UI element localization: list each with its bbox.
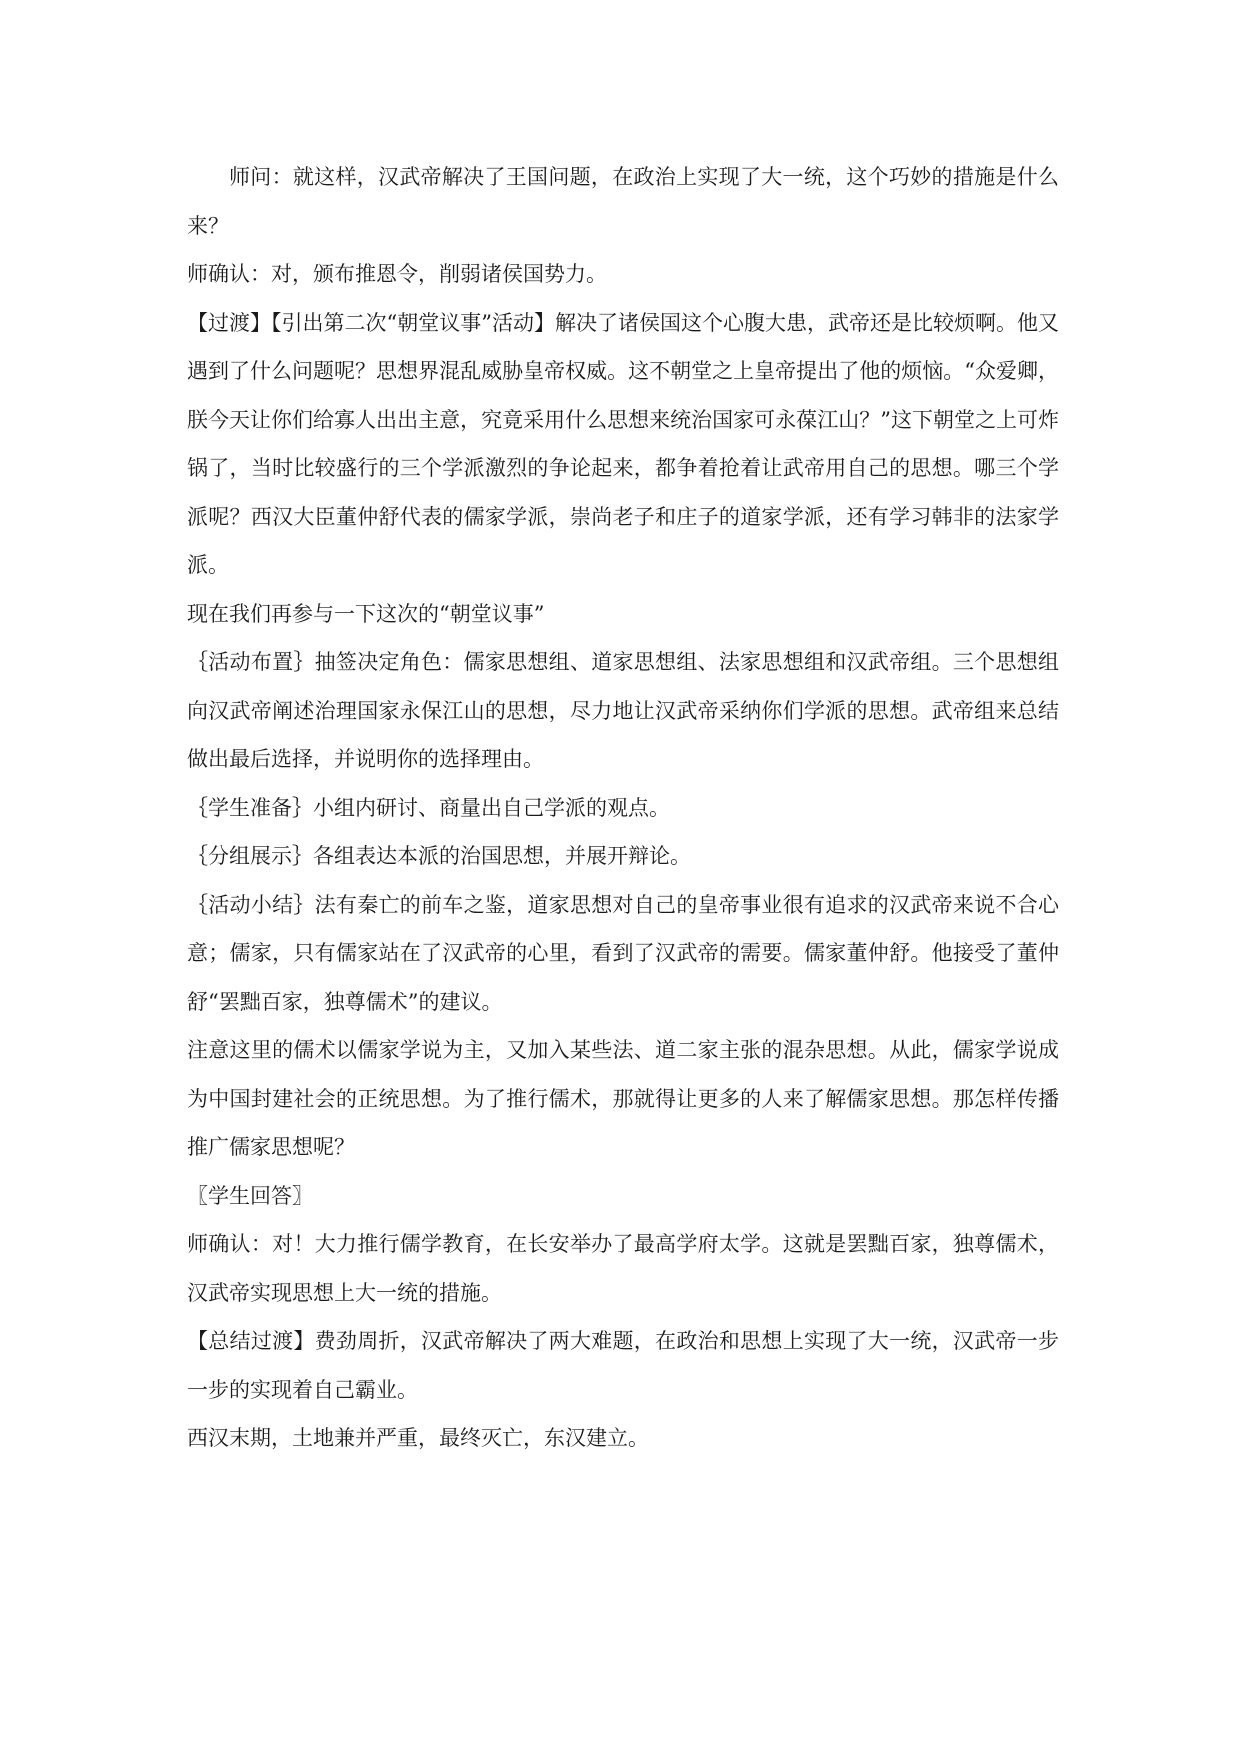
paragraph-student-answer: 〖学生回答〗 — [187, 1183, 313, 1208]
document-body — [187, 153, 1059, 1463]
paragraph-teacher-confirm-1: 师确认：对，颁布推恩令，削弱诸侯国势力。 — [187, 262, 607, 286]
paragraph-western-han-end: 西汉末期，土地兼并严重，最终灭亡，东汉建立。 — [187, 1426, 649, 1450]
paragraph-note-confucianism: 注意这里的儒术以儒家学说为主，又加入某些法、道二家主张的混杂思想。从此，儒家学说成为中国封建社会的正统思想。为了推行儒术，那就得让更多的人来了解儒家思想。那怎样传播推广儒家思想呢？ — [187, 1038, 1059, 1159]
paragraph-summary-transition: 【总结过渡】费劲周折，汉武帝解决了两大难题，在政治和思想上实现了大一统，汉武帝一步一步的实现着自己霸业。 — [187, 1329, 1059, 1402]
paragraph-group-show: ｛分组展示｝各组表达本派的治国思想，并展开辩论。 — [187, 844, 691, 868]
paragraph-teacher-confirm-2: 师确认：对！大力推行儒学教育，在长安举办了最高学府太学。这就是罢黜百家，独尊儒术，汉武帝实现思想上大一统的措施。 — [187, 1232, 1059, 1305]
paragraph-teacher-question: 师问：就这样，汉武帝解决了王国问题，在政治上实现了大一统，这个巧妙的措施是什么来？ — [187, 165, 1059, 238]
paragraph-activity-summary: ｛活动小结｝法有秦亡的前车之鉴，道家思想对自己的皇帝事业很有追求的汉武帝来说不合心意；儒家，只有儒家站在了汉武帝的心里，看到了汉武帝的需要。儒家董仲舒。他接受了董仲舒“罢黜百家，独尊儒术”的建议。 — [187, 892, 1059, 1014]
paragraph-transition: 【过渡】【引出第二次“朝堂议事”活动】解决了诸侯国这个心腹大患，武帝还是比较烦啊。他又遇到了什么问题呢？思想界混乱威胁皇帝权威。这不朝堂之上皇帝提出了他的烦恼。“众爱卿，朕今天让你们给寡人出出主意，究竟采用什么思想来统治国家可永葆江山？”这下朝堂之上可炸锅了，当时比较盛行的三个学派激烈的争论起来，都争着抢着让武帝用自己的思想。哪三个学派呢？西汉大臣董仲舒代表的儒家学派，崇尚老子和庄子的道家学派，还有学习韩非的法家学派。 — [187, 310, 1059, 577]
paragraph-student-prep: ｛学生准备｝小组内研讨、商量出自己学派的观点。 — [187, 795, 670, 820]
paragraph-court-discussion: 现在我们再参与一下这次的“朝堂议事” — [187, 601, 545, 626]
paragraph-activity-setup: ｛活动布置｝抽签决定角色：儒家思想组、道家思想组、法家思想组和汉武帝组。三个思想组向汉武帝阐述治理国家永保江山的思想，尽力地让汉武帝采纳你们学派的思想。武帝组来总结做出最后选择，并说明你的选择理由。 — [187, 650, 1059, 771]
